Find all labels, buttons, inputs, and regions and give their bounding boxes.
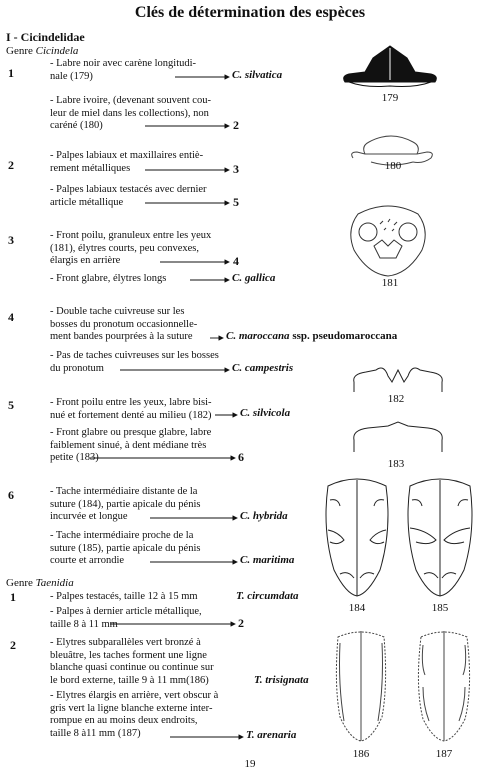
figure-184-elytra-drawing — [318, 470, 396, 598]
key-result: C. campestris — [232, 362, 294, 374]
lead-line: article métallique — [50, 196, 124, 208]
lead-line: - Elytres subparallèles vert bronzé à — [50, 637, 201, 648]
lead-line: le bord externe, taille 9 à 11 mm(186) — [50, 674, 209, 686]
lead-line: gris vert la ligne blanche externe inter- — [50, 702, 213, 714]
lead-line: rement métalliques — [50, 162, 131, 174]
lead-line: incurvée et longue — [50, 511, 128, 522]
lead-line: - Front poilu, granuleux entre les yeux — [50, 230, 212, 241]
lead-line: nale (179) — [50, 70, 93, 82]
lead-line: - Elytres élargis en arrière, vert obscur à — [50, 690, 219, 701]
lead-line: - Labre noir avec carène longitudi- — [50, 58, 197, 69]
figure-183-labrum-drawing — [348, 418, 448, 456]
key-result: C. silvatica — [232, 69, 283, 81]
couplet-number: 2 — [10, 638, 16, 652]
lead-line: faiblement sinué, à dent médiane très — [50, 439, 207, 451]
page-title: Clés de détermination des espèces — [134, 4, 366, 21]
lead-line: - Front glabre ou presque glabre, labre — [50, 427, 212, 438]
lead-line: ment bandes pourprées à la suture — [50, 331, 193, 342]
lead-line: - Labre ivoire, (devenant souvent cou- — [50, 95, 211, 106]
figure-181-head-drawing — [338, 200, 438, 280]
key-result: T. circumdata — [236, 590, 299, 602]
species-name: C. maroccana — [226, 330, 290, 342]
lead-line: taille 8 à 11 mm — [50, 618, 118, 630]
figure-179-labrum-drawing — [335, 44, 445, 94]
figure-caption: 180 — [384, 160, 402, 172]
key-result: C. hybrida — [240, 510, 288, 522]
lead-line: élargis en arrière — [50, 255, 121, 266]
key-result: C. gallica — [232, 272, 276, 284]
key-result: C. silvicola — [240, 407, 291, 419]
lead-line: suture (185), partie apicale du pénis — [50, 542, 201, 554]
lead-line: leur de miel dans les collections), non — [50, 107, 209, 119]
figure-185-elytra-drawing — [400, 470, 480, 598]
key-result: 3 — [233, 162, 239, 176]
key-result: 2 — [233, 118, 239, 132]
lead-line: rompue en au moins deux endroits, — [50, 715, 198, 726]
couplet-number: 1 — [10, 590, 16, 604]
lead-line: - Tache intermédiaire distante de la — [50, 486, 198, 497]
genus-label: Genre — [6, 577, 36, 589]
lead-line: courte et arrondie — [50, 555, 125, 566]
lead-line: petite (183) — [50, 452, 99, 463]
key-result: 5 — [233, 195, 239, 209]
figure-186-elytra-drawing — [330, 625, 392, 743]
lead-line: (181), élytres courts, peu convexes, — [50, 242, 199, 254]
couplet-number: 2 — [8, 158, 14, 172]
lead-line: taille 8 à11 mm (187) — [50, 727, 141, 739]
key-result: C. maritima — [240, 554, 295, 566]
subspecies-name: ssp. pseudomaroccana — [289, 330, 398, 342]
genus-name: Taenidia — [35, 577, 74, 589]
lead-line: bleuâtre, les taches forment une ligne — [50, 649, 207, 661]
lead-line: bosses du pronotum occasionnelle- — [50, 318, 198, 330]
lead-line: - Front glabre, élytres longs — [50, 273, 167, 284]
genus-label: Genre — [6, 45, 36, 57]
lead-line: - Palpes labiaux testacés avec dernier — [50, 184, 207, 195]
couplet-number: 1 — [8, 66, 14, 80]
figure-caption: 182 — [387, 393, 405, 405]
lead-line: - Palpes à dernier article métallique, — [50, 606, 202, 617]
figure-caption: 181 — [381, 277, 399, 289]
figure-187-elytra-drawing — [413, 625, 475, 743]
lead-line: - Palpes labiaux et maxillaires entiè- — [50, 150, 204, 161]
couplet-number: 5 — [8, 398, 14, 412]
page-number: 19 — [244, 758, 256, 770]
figure-182-labrum-drawing — [348, 362, 448, 396]
lead-line: du pronotum — [50, 362, 104, 374]
figure-caption: 186 — [352, 748, 370, 760]
lead-line: blanche quasi continue ou continue sur — [50, 662, 214, 673]
section-heading: I - Cicindelidae — [6, 30, 85, 44]
lead-line: - Front poilu entre les yeux, labre bisi- — [50, 397, 212, 408]
lead-line: nué et fortement denté au milieu (182) — [50, 409, 212, 421]
lead-line: suture (184), partie apicale du pénis — [50, 498, 201, 510]
key-result: T. arenaria — [246, 729, 297, 741]
figure-caption: 183 — [387, 458, 405, 470]
figure-caption: 184 — [348, 602, 366, 614]
lead-line: - Palpes testacés, taille 12 à 15 mm — [50, 591, 198, 602]
couplet-number: 4 — [8, 310, 14, 324]
figure-caption: 179 — [381, 92, 399, 104]
figure-caption: 187 — [435, 748, 453, 760]
key-result: 6 — [238, 450, 244, 464]
key-result: 4 — [233, 254, 239, 268]
couplet-number: 3 — [8, 233, 14, 247]
genus-name: Cicindela — [35, 45, 79, 57]
key-result: T. trisignata — [254, 674, 309, 686]
lead-line: - Double tache cuivreuse sur les — [50, 306, 185, 317]
key-result: 2 — [238, 616, 244, 630]
lead-line: caréné (180) — [50, 120, 103, 131]
lead-line: - Tache intermédiaire proche de la — [50, 530, 194, 541]
figure-caption: 185 — [431, 602, 449, 614]
couplet-number: 6 — [8, 488, 14, 502]
lead-line: - Pas de taches cuivreuses sur les bosses — [50, 350, 219, 361]
